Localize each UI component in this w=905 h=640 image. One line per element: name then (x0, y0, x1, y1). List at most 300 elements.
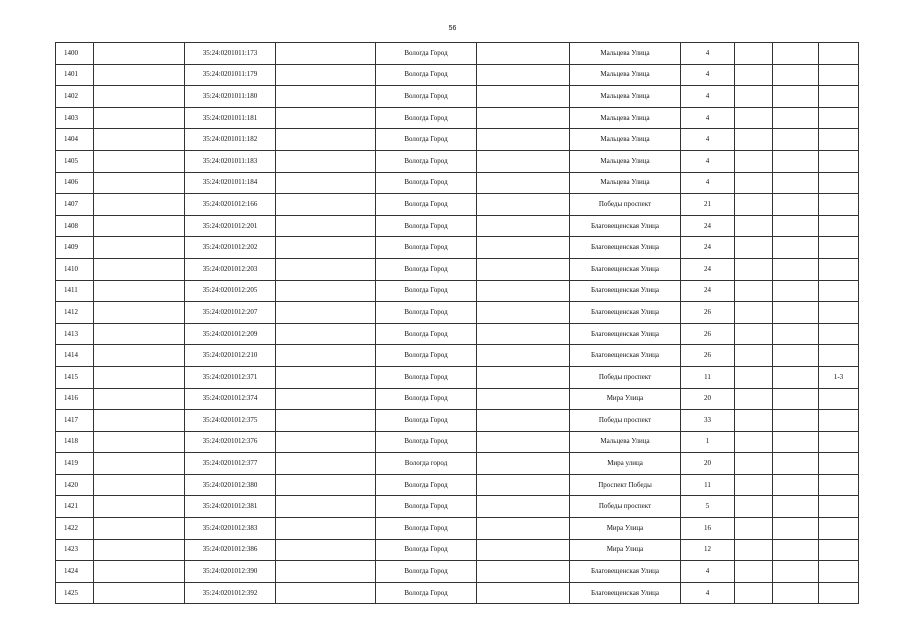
cadastral-number-cell: 35:24:0201012:380 (185, 474, 276, 496)
empty-cell (94, 388, 185, 410)
street-cell: Благовещенская Улица (570, 302, 681, 324)
empty-cell (477, 431, 570, 453)
flat-number-cell (819, 64, 859, 86)
city-cell: Вологда Город (376, 474, 477, 496)
street-cell: Благовещенская Улица (570, 323, 681, 345)
empty-cell (773, 474, 819, 496)
empty-cell (477, 43, 570, 65)
house-number-cell: 4 (681, 582, 735, 604)
empty-cell (735, 496, 773, 518)
flat-number-cell (819, 129, 859, 151)
house-number-cell: 5 (681, 496, 735, 518)
cadastral-number-cell: 35:24:0201012:381 (185, 496, 276, 518)
street-cell: Мальцева Улица (570, 150, 681, 172)
table-row (56, 453, 859, 475)
table-row (56, 539, 859, 561)
row-number-cell: 1420 (56, 474, 94, 496)
row-number-cell: 1421 (56, 496, 94, 518)
empty-cell (773, 64, 819, 86)
empty-cell (735, 237, 773, 259)
street-cell: Мальцева Улица (570, 107, 681, 129)
row-number-cell: 1410 (56, 258, 94, 280)
city-cell: Вологда Город (376, 561, 477, 583)
empty-cell (477, 302, 570, 324)
house-number-cell: 4 (681, 150, 735, 172)
cadastral-number-cell: 35:24:0201012:375 (185, 410, 276, 432)
house-number-cell: 4 (681, 129, 735, 151)
cadastral-number-cell: 35:24:0201011:182 (185, 129, 276, 151)
house-number-cell: 4 (681, 86, 735, 108)
flat-number-cell (819, 561, 859, 583)
cadastral-number-cell: 35:24:0201011:183 (185, 150, 276, 172)
street-cell: Мальцева Улица (570, 431, 681, 453)
street-cell: Мира Улица (570, 539, 681, 561)
empty-cell (735, 561, 773, 583)
empty-cell (477, 582, 570, 604)
row-number-cell: 1407 (56, 194, 94, 216)
flat-number-cell (819, 539, 859, 561)
house-number-cell: 24 (681, 280, 735, 302)
table-row (56, 237, 859, 259)
flat-number-cell (819, 496, 859, 518)
table-row (56, 280, 859, 302)
city-cell: Вологда Город (376, 366, 477, 388)
house-number-cell: 4 (681, 561, 735, 583)
city-cell: Вологда Город (376, 539, 477, 561)
flat-number-cell (819, 345, 859, 367)
street-cell: Благовещенская Улица (570, 345, 681, 367)
table-row (56, 172, 859, 194)
empty-cell (477, 345, 570, 367)
empty-cell (94, 453, 185, 475)
empty-cell (94, 86, 185, 108)
table-row (56, 43, 859, 65)
row-number-cell: 1408 (56, 215, 94, 237)
empty-cell (94, 107, 185, 129)
empty-cell (477, 215, 570, 237)
empty-cell (773, 194, 819, 216)
empty-cell (477, 129, 570, 151)
city-cell: Вологда Город (376, 237, 477, 259)
empty-cell (735, 366, 773, 388)
empty-cell (735, 582, 773, 604)
row-number-cell: 1403 (56, 107, 94, 129)
empty-cell (735, 150, 773, 172)
empty-cell (735, 172, 773, 194)
empty-cell (94, 539, 185, 561)
empty-cell (735, 129, 773, 151)
table-body (56, 43, 859, 604)
city-cell: Вологда Город (376, 43, 477, 65)
empty-cell (773, 258, 819, 280)
empty-cell (94, 129, 185, 151)
empty-cell (735, 323, 773, 345)
city-cell: Вологда Город (376, 431, 477, 453)
cadastral-number-cell: 35:24:0201012:209 (185, 323, 276, 345)
empty-cell (276, 323, 376, 345)
table-row (56, 431, 859, 453)
flat-number-cell (819, 43, 859, 65)
table-row (56, 86, 859, 108)
empty-cell (735, 64, 773, 86)
house-number-cell: 4 (681, 172, 735, 194)
empty-cell (276, 366, 376, 388)
empty-cell (94, 410, 185, 432)
city-cell: Вологда Город (376, 86, 477, 108)
empty-cell (773, 107, 819, 129)
empty-cell (477, 539, 570, 561)
row-number-cell: 1411 (56, 280, 94, 302)
empty-cell (477, 518, 570, 540)
empty-cell (276, 345, 376, 367)
cadastral-number-cell: 35:24:0201012:203 (185, 258, 276, 280)
table-row (56, 215, 859, 237)
flat-number-cell (819, 150, 859, 172)
empty-cell (477, 172, 570, 194)
empty-cell (735, 345, 773, 367)
empty-cell (773, 150, 819, 172)
row-number-cell: 1412 (56, 302, 94, 324)
row-number-cell: 1405 (56, 150, 94, 172)
street-cell: Благовещенская Улица (570, 280, 681, 302)
city-cell: Вологда Город (376, 64, 477, 86)
house-number-cell: 21 (681, 194, 735, 216)
street-cell: Мира улица (570, 453, 681, 475)
street-cell: Благовещенская Улица (570, 258, 681, 280)
empty-cell (94, 496, 185, 518)
city-cell: Вологда Город (376, 129, 477, 151)
flat-number-cell (819, 194, 859, 216)
street-cell: Победы проспект (570, 496, 681, 518)
empty-cell (276, 518, 376, 540)
empty-cell (477, 453, 570, 475)
house-number-cell: 4 (681, 43, 735, 65)
empty-cell (735, 194, 773, 216)
table-row (56, 107, 859, 129)
flat-number-cell (819, 518, 859, 540)
cadastral-number-cell: 35:24:0201011:173 (185, 43, 276, 65)
empty-cell (477, 86, 570, 108)
empty-cell (276, 172, 376, 194)
city-cell: Вологда Город (376, 345, 477, 367)
row-number-cell: 1402 (56, 86, 94, 108)
empty-cell (477, 561, 570, 583)
empty-cell (276, 107, 376, 129)
city-cell: Вологда Город (376, 582, 477, 604)
empty-cell (735, 518, 773, 540)
empty-cell (477, 107, 570, 129)
city-cell: Вологда Город (376, 388, 477, 410)
empty-cell (477, 64, 570, 86)
empty-cell (276, 215, 376, 237)
row-number-cell: 1414 (56, 345, 94, 367)
street-cell: Победы проспект (570, 366, 681, 388)
empty-cell (735, 302, 773, 324)
street-cell: Мальцева Улица (570, 86, 681, 108)
flat-number-cell (819, 237, 859, 259)
empty-cell (276, 582, 376, 604)
cadastral-number-cell: 35:24:0201011:181 (185, 107, 276, 129)
empty-cell (94, 150, 185, 172)
row-number-cell: 1422 (56, 518, 94, 540)
cadastral-number-cell: 35:24:0201012:205 (185, 280, 276, 302)
table-row (56, 474, 859, 496)
city-cell: Вологда Город (376, 258, 477, 280)
empty-cell (735, 539, 773, 561)
table-row (56, 561, 859, 583)
city-cell: Вологда Город (376, 496, 477, 518)
empty-cell (276, 194, 376, 216)
house-number-cell: 20 (681, 453, 735, 475)
empty-cell (735, 388, 773, 410)
empty-cell (773, 323, 819, 345)
empty-cell (276, 237, 376, 259)
city-cell: Вологда Город (376, 410, 477, 432)
flat-number-cell (819, 86, 859, 108)
cadastral-number-cell: 35:24:0201011:179 (185, 64, 276, 86)
empty-cell (94, 64, 185, 86)
empty-cell (94, 258, 185, 280)
empty-cell (735, 410, 773, 432)
street-cell: Благовещенская Улица (570, 561, 681, 583)
empty-cell (773, 172, 819, 194)
cadastral-number-cell: 35:24:0201012:371 (185, 366, 276, 388)
empty-cell (94, 43, 185, 65)
city-cell: Вологда Город (376, 107, 477, 129)
street-cell: Победы проспект (570, 410, 681, 432)
empty-cell (276, 431, 376, 453)
empty-cell (276, 258, 376, 280)
table-row (56, 388, 859, 410)
empty-cell (735, 431, 773, 453)
empty-cell (477, 323, 570, 345)
city-cell: Вологда Город (376, 215, 477, 237)
empty-cell (735, 86, 773, 108)
row-number-cell: 1424 (56, 561, 94, 583)
city-cell: Вологда Город (376, 323, 477, 345)
empty-cell (735, 107, 773, 129)
cadastral-number-cell: 35:24:0201012:386 (185, 539, 276, 561)
empty-cell (276, 410, 376, 432)
empty-cell (773, 215, 819, 237)
empty-cell (477, 366, 570, 388)
empty-cell (94, 561, 185, 583)
house-number-cell: 4 (681, 107, 735, 129)
empty-cell (773, 431, 819, 453)
house-number-cell: 24 (681, 215, 735, 237)
empty-cell (773, 582, 819, 604)
table-row (56, 302, 859, 324)
street-cell: Победы проспект (570, 194, 681, 216)
house-number-cell: 12 (681, 539, 735, 561)
empty-cell (276, 86, 376, 108)
empty-cell (276, 496, 376, 518)
city-cell: Вологда Город (376, 194, 477, 216)
empty-cell (94, 215, 185, 237)
empty-cell (94, 280, 185, 302)
row-number-cell: 1415 (56, 366, 94, 388)
empty-cell (94, 302, 185, 324)
house-number-cell: 16 (681, 518, 735, 540)
house-number-cell: 11 (681, 366, 735, 388)
flat-number-cell (819, 323, 859, 345)
row-number-cell: 1419 (56, 453, 94, 475)
table-row (56, 323, 859, 345)
table-row (56, 150, 859, 172)
city-cell: Вологда Город (376, 518, 477, 540)
empty-cell (276, 43, 376, 65)
empty-cell (94, 366, 185, 388)
table-row (56, 129, 859, 151)
empty-cell (735, 43, 773, 65)
empty-cell (276, 280, 376, 302)
table-row (56, 518, 859, 540)
flat-number-cell (819, 302, 859, 324)
street-cell: Мальцева Улица (570, 129, 681, 151)
flat-number-cell: 1-3 (819, 366, 859, 388)
house-number-cell: 20 (681, 388, 735, 410)
table-row (56, 194, 859, 216)
empty-cell (276, 302, 376, 324)
flat-number-cell (819, 410, 859, 432)
empty-cell (94, 323, 185, 345)
street-cell: Мальцева Улица (570, 172, 681, 194)
empty-cell (773, 237, 819, 259)
table-row (56, 366, 859, 388)
empty-cell (735, 474, 773, 496)
empty-cell (773, 496, 819, 518)
city-cell: Вологда Город (376, 172, 477, 194)
empty-cell (94, 582, 185, 604)
house-number-cell: 26 (681, 345, 735, 367)
flat-number-cell (819, 258, 859, 280)
cadastral-number-cell: 35:24:0201011:184 (185, 172, 276, 194)
empty-cell (735, 215, 773, 237)
table-row (56, 345, 859, 367)
empty-cell (735, 258, 773, 280)
empty-cell (477, 388, 570, 410)
empty-cell (773, 539, 819, 561)
empty-cell (735, 453, 773, 475)
empty-cell (477, 280, 570, 302)
street-cell: Благовещенская Улица (570, 582, 681, 604)
empty-cell (94, 518, 185, 540)
empty-cell (773, 410, 819, 432)
flat-number-cell (819, 215, 859, 237)
table-row (56, 582, 859, 604)
cadastral-number-cell: 35:24:0201012:390 (185, 561, 276, 583)
empty-cell (773, 518, 819, 540)
empty-cell (477, 237, 570, 259)
empty-cell (773, 345, 819, 367)
cadastral-number-cell: 35:24:0201012:374 (185, 388, 276, 410)
empty-cell (477, 150, 570, 172)
cadastral-number-cell: 35:24:0201012:377 (185, 453, 276, 475)
empty-cell (477, 258, 570, 280)
row-number-cell: 1401 (56, 64, 94, 86)
empty-cell (94, 194, 185, 216)
cadastral-number-cell: 35:24:0201012:383 (185, 518, 276, 540)
row-number-cell: 1423 (56, 539, 94, 561)
street-cell: Проспект Победы (570, 474, 681, 496)
house-number-cell: 4 (681, 64, 735, 86)
cadastral-number-cell: 35:24:0201012:207 (185, 302, 276, 324)
empty-cell (477, 194, 570, 216)
empty-cell (276, 64, 376, 86)
cadastral-number-cell: 35:24:0201012:392 (185, 582, 276, 604)
street-cell: Благовещенская Улица (570, 215, 681, 237)
house-number-cell: 1 (681, 431, 735, 453)
cadastral-number-cell: 35:24:0201012:166 (185, 194, 276, 216)
empty-cell (477, 410, 570, 432)
city-cell: Вологда Город (376, 150, 477, 172)
empty-cell (773, 43, 819, 65)
house-number-cell: 24 (681, 258, 735, 280)
house-number-cell: 33 (681, 410, 735, 432)
row-number-cell: 1404 (56, 129, 94, 151)
empty-cell (94, 431, 185, 453)
flat-number-cell (819, 172, 859, 194)
empty-cell (276, 561, 376, 583)
row-number-cell: 1425 (56, 582, 94, 604)
street-cell: Мира Улица (570, 388, 681, 410)
flat-number-cell (819, 474, 859, 496)
empty-cell (94, 474, 185, 496)
empty-cell (773, 453, 819, 475)
table-row (56, 410, 859, 432)
street-cell: Мальцева Улица (570, 43, 681, 65)
empty-cell (773, 86, 819, 108)
empty-cell (276, 129, 376, 151)
flat-number-cell (819, 431, 859, 453)
empty-cell (773, 302, 819, 324)
table-row (56, 258, 859, 280)
cadastral-number-cell: 35:24:0201012:210 (185, 345, 276, 367)
empty-cell (94, 237, 185, 259)
house-number-cell: 26 (681, 323, 735, 345)
city-cell: Вологда Город (376, 280, 477, 302)
empty-cell (94, 172, 185, 194)
empty-cell (773, 561, 819, 583)
empty-cell (773, 366, 819, 388)
row-number-cell: 1416 (56, 388, 94, 410)
city-cell: Вологда город (376, 453, 477, 475)
street-cell: Благовещенская Улица (570, 237, 681, 259)
empty-cell (735, 280, 773, 302)
flat-number-cell (819, 453, 859, 475)
street-cell: Мира Улица (570, 518, 681, 540)
row-number-cell: 1406 (56, 172, 94, 194)
empty-cell (773, 129, 819, 151)
cadastral-number-cell: 35:24:0201011:180 (185, 86, 276, 108)
empty-cell (276, 539, 376, 561)
row-number-cell: 1418 (56, 431, 94, 453)
flat-number-cell (819, 107, 859, 129)
flat-number-cell (819, 280, 859, 302)
table-row (56, 496, 859, 518)
flat-number-cell (819, 582, 859, 604)
house-number-cell: 24 (681, 237, 735, 259)
street-cell: Мальцева Улица (570, 64, 681, 86)
row-number-cell: 1417 (56, 410, 94, 432)
empty-cell (477, 496, 570, 518)
cadastral-number-cell: 35:24:0201012:376 (185, 431, 276, 453)
empty-cell (276, 453, 376, 475)
row-number-cell: 1413 (56, 323, 94, 345)
empty-cell (276, 474, 376, 496)
empty-cell (94, 345, 185, 367)
empty-cell (276, 150, 376, 172)
